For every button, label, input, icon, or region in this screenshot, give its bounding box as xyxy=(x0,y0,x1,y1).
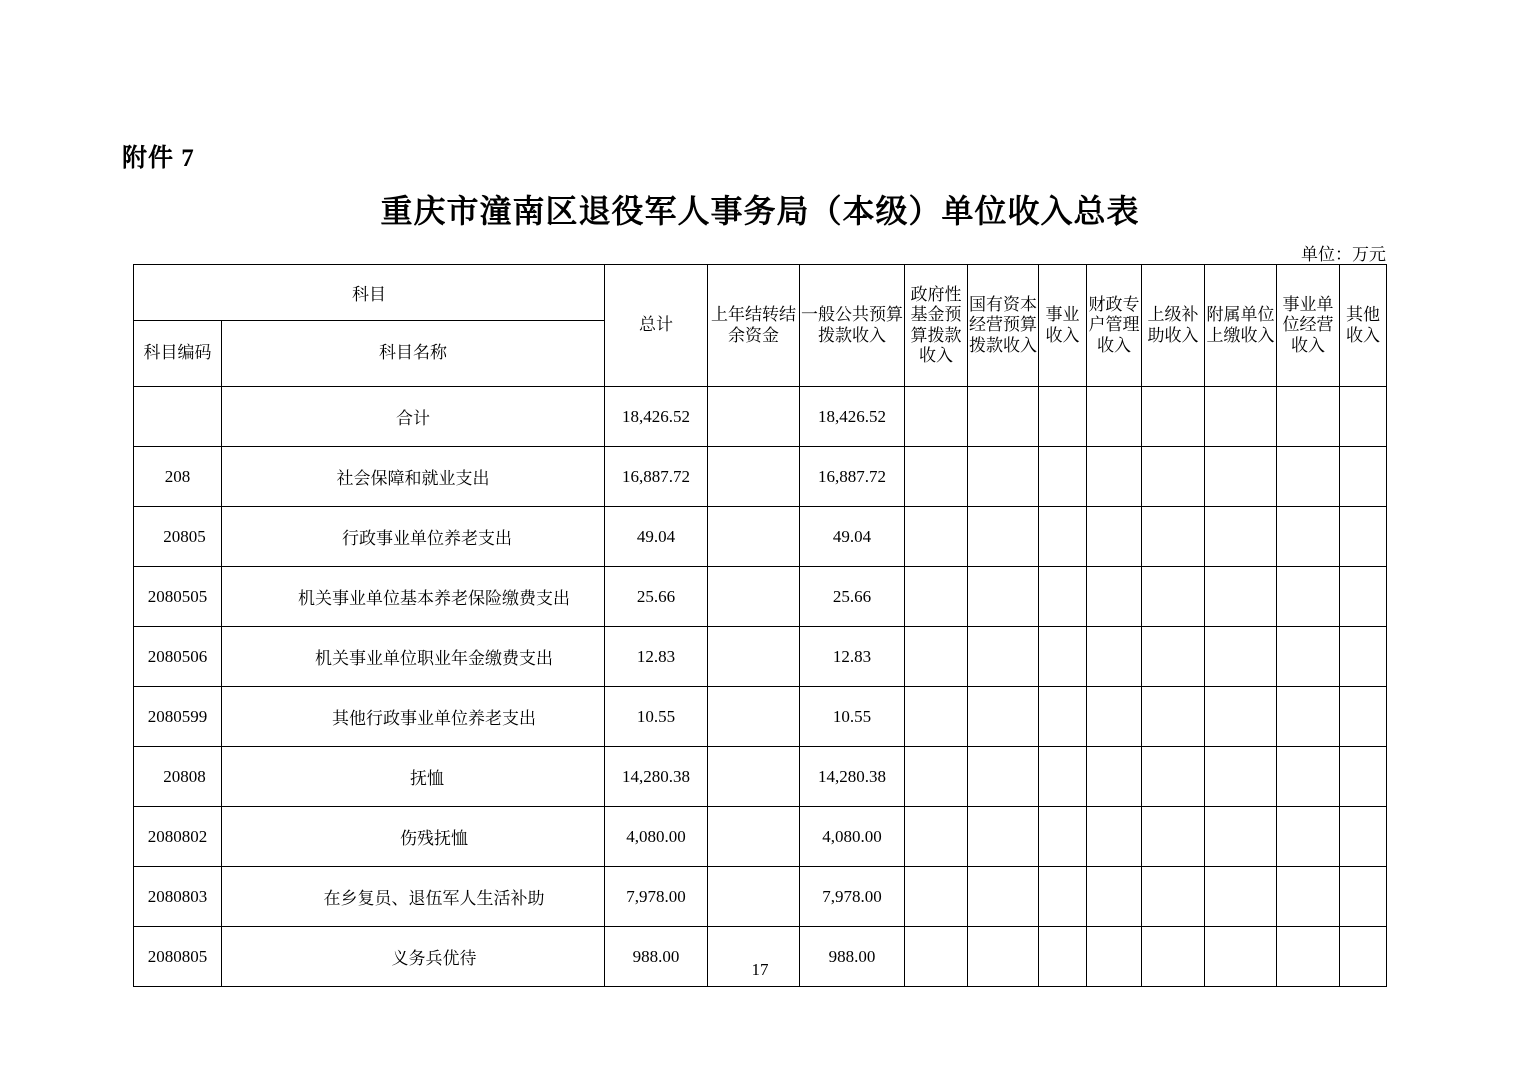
budget-table-container xyxy=(133,264,1386,987)
cell-subject-code: 20805 xyxy=(134,507,222,567)
cell-superior-subsidy xyxy=(1142,507,1205,567)
cell-soe-capital xyxy=(968,807,1039,867)
cell-public-budget: 12.83 xyxy=(800,627,905,687)
cell-public-budget: 7,978.00 xyxy=(800,867,905,927)
cell-subject-name: 伤残抚恤 xyxy=(222,807,605,867)
cell-gov-fund xyxy=(905,567,968,627)
cell-subject-code: 2080803 xyxy=(134,867,222,927)
cell-affiliate-turnin xyxy=(1205,867,1277,927)
header-subject-group: 科目 xyxy=(134,265,605,321)
cell-affiliate-turnin xyxy=(1205,387,1277,447)
cell-total: 12.83 xyxy=(605,627,708,687)
cell-fiscal-account xyxy=(1087,507,1142,567)
cell-subject-code xyxy=(134,387,222,447)
cell-subject-name: 机关事业单位职业年金缴费支出 xyxy=(222,627,605,687)
cell-career-income xyxy=(1039,567,1087,627)
cell-soe-capital xyxy=(968,387,1039,447)
cell-career-income xyxy=(1039,507,1087,567)
header-carryover: 上年结转结余资金 xyxy=(708,265,800,387)
cell-other-income xyxy=(1340,687,1387,747)
cell-fiscal-account xyxy=(1087,747,1142,807)
cell-gov-fund xyxy=(905,807,968,867)
table-row xyxy=(134,387,1387,447)
cell-subject-name: 行政事业单位养老支出 xyxy=(222,507,605,567)
cell-carryover xyxy=(708,627,800,687)
cell-career-operating xyxy=(1277,387,1340,447)
cell-gov-fund xyxy=(905,627,968,687)
unit-note: 单位：万元 xyxy=(1301,245,1386,264)
cell-public-budget: 18,426.52 xyxy=(800,387,905,447)
cell-total: 49.04 xyxy=(605,507,708,567)
cell-gov-fund xyxy=(905,387,968,447)
cell-career-operating xyxy=(1277,627,1340,687)
cell-career-income xyxy=(1039,627,1087,687)
cell-subject-code: 2080599 xyxy=(134,687,222,747)
cell-superior-subsidy xyxy=(1142,867,1205,927)
cell-carryover xyxy=(708,387,800,447)
cell-subject-name: 合计 xyxy=(222,387,605,447)
cell-subject-code: 2080802 xyxy=(134,807,222,867)
cell-total: 7,978.00 xyxy=(605,867,708,927)
cell-total: 16,887.72 xyxy=(605,447,708,507)
cell-fiscal-account xyxy=(1087,807,1142,867)
cell-carryover xyxy=(708,687,800,747)
cell-fiscal-account xyxy=(1087,567,1142,627)
cell-fiscal-account xyxy=(1087,447,1142,507)
cell-public-budget: 49.04 xyxy=(800,507,905,567)
cell-career-income xyxy=(1039,747,1087,807)
table-row xyxy=(134,807,1387,867)
cell-gov-fund xyxy=(905,747,968,807)
cell-public-budget: 4,080.00 xyxy=(800,807,905,867)
page-number: 17 xyxy=(751,960,769,979)
cell-superior-subsidy xyxy=(1142,387,1205,447)
cell-other-income xyxy=(1340,447,1387,507)
cell-other-income xyxy=(1340,567,1387,627)
cell-public-budget: 16,887.72 xyxy=(800,447,905,507)
cell-soe-capital xyxy=(968,567,1039,627)
header-total: 总计 xyxy=(605,265,708,387)
cell-carryover xyxy=(708,447,800,507)
cell-affiliate-turnin xyxy=(1205,447,1277,507)
header-subject-code: 科目编码 xyxy=(134,321,222,387)
cell-career-operating xyxy=(1277,747,1340,807)
cell-superior-subsidy xyxy=(1142,747,1205,807)
cell-soe-capital xyxy=(968,867,1039,927)
cell-gov-fund xyxy=(905,687,968,747)
cell-soe-capital xyxy=(968,447,1039,507)
header-career-income: 事业收入 xyxy=(1039,265,1087,387)
header-affiliate-turnin: 附属单位上缴收入 xyxy=(1205,265,1277,387)
cell-affiliate-turnin xyxy=(1205,567,1277,627)
cell-other-income xyxy=(1340,747,1387,807)
cell-subject-name: 其他行政事业单位养老支出 xyxy=(222,687,605,747)
cell-carryover xyxy=(708,507,800,567)
cell-subject-code: 208 xyxy=(134,447,222,507)
cell-superior-subsidy xyxy=(1142,687,1205,747)
cell-career-operating xyxy=(1277,447,1340,507)
cell-subject-name: 社会保障和就业支出 xyxy=(222,447,605,507)
cell-career-income xyxy=(1039,447,1087,507)
table-row xyxy=(134,687,1387,747)
table-header-row-1 xyxy=(134,265,1387,321)
cell-career-operating xyxy=(1277,807,1340,867)
cell-career-operating xyxy=(1277,867,1340,927)
header-subject-name: 科目名称 xyxy=(222,321,605,387)
cell-total: 4,080.00 xyxy=(605,807,708,867)
cell-soe-capital xyxy=(968,507,1039,567)
page-title: 重庆市潼南区退役军人事务局（本级）单位收入总表 xyxy=(380,193,1140,229)
cell-carryover xyxy=(708,567,800,627)
cell-affiliate-turnin xyxy=(1205,807,1277,867)
cell-affiliate-turnin xyxy=(1205,687,1277,747)
cell-superior-subsidy xyxy=(1142,567,1205,627)
cell-other-income xyxy=(1340,807,1387,867)
cell-public-budget: 25.66 xyxy=(800,567,905,627)
cell-gov-fund xyxy=(905,507,968,567)
cell-soe-capital xyxy=(968,747,1039,807)
cell-subject-name: 机关事业单位基本养老保险缴费支出 xyxy=(222,567,605,627)
cell-fiscal-account xyxy=(1087,387,1142,447)
cell-fiscal-account xyxy=(1087,627,1142,687)
budget-table xyxy=(133,264,1387,987)
cell-affiliate-turnin xyxy=(1205,747,1277,807)
cell-career-operating xyxy=(1277,567,1340,627)
cell-subject-code: 2080506 xyxy=(134,627,222,687)
cell-other-income xyxy=(1340,387,1387,447)
cell-career-operating xyxy=(1277,687,1340,747)
cell-total: 10.55 xyxy=(605,687,708,747)
table-row xyxy=(134,447,1387,507)
cell-career-income xyxy=(1039,387,1087,447)
cell-fiscal-account xyxy=(1087,867,1142,927)
cell-public-budget: 988.00 xyxy=(800,927,905,987)
cell-affiliate-turnin xyxy=(1205,507,1277,567)
cell-total: 18,426.52 xyxy=(605,387,708,447)
cell-public-budget: 14,280.38 xyxy=(800,747,905,807)
cell-total: 988.00 xyxy=(605,927,708,987)
table-row xyxy=(134,867,1387,927)
cell-carryover xyxy=(708,867,800,927)
cell-subject-code: 2080805 xyxy=(134,927,222,987)
cell-gov-fund xyxy=(905,447,968,507)
cell-subject-code: 20808 xyxy=(134,747,222,807)
attachment-label: 附件 7 xyxy=(122,145,195,172)
cell-total: 14,280.38 xyxy=(605,747,708,807)
table-row xyxy=(134,507,1387,567)
cell-career-income xyxy=(1039,687,1087,747)
cell-career-income xyxy=(1039,807,1087,867)
header-superior-subsidy: 上级补助收入 xyxy=(1142,265,1205,387)
cell-subject-code: 2080505 xyxy=(134,567,222,627)
cell-soe-capital xyxy=(968,687,1039,747)
header-soe-capital: 国有资本经营预算拨款收入 xyxy=(968,265,1039,387)
header-public-budget: 一般公共预算拨款收入 xyxy=(800,265,905,387)
header-other-income: 其他收入 xyxy=(1340,265,1387,387)
cell-fiscal-account xyxy=(1087,687,1142,747)
cell-superior-subsidy xyxy=(1142,627,1205,687)
cell-soe-capital xyxy=(968,627,1039,687)
table-row xyxy=(134,567,1387,627)
cell-career-income xyxy=(1039,867,1087,927)
cell-subject-name: 在乡复员、退伍军人生活补助 xyxy=(222,867,605,927)
cell-superior-subsidy xyxy=(1142,807,1205,867)
header-fiscal-account: 财政专户管理收入 xyxy=(1087,265,1142,387)
cell-affiliate-turnin xyxy=(1205,627,1277,687)
cell-other-income xyxy=(1340,627,1387,687)
cell-other-income xyxy=(1340,507,1387,567)
cell-carryover xyxy=(708,747,800,807)
cell-subject-name: 义务兵优待 xyxy=(222,927,605,987)
cell-total: 25.66 xyxy=(605,567,708,627)
cell-other-income xyxy=(1340,867,1387,927)
cell-subject-name: 抚恤 xyxy=(222,747,605,807)
header-gov-fund: 政府性基金预算拨款收入 xyxy=(905,265,968,387)
table-row xyxy=(134,747,1387,807)
table-body xyxy=(134,387,1387,987)
cell-carryover xyxy=(708,807,800,867)
cell-gov-fund xyxy=(905,867,968,927)
cell-public-budget: 10.55 xyxy=(800,687,905,747)
cell-superior-subsidy xyxy=(1142,447,1205,507)
cell-career-operating xyxy=(1277,507,1340,567)
header-career-operating: 事业单位经营收入 xyxy=(1277,265,1340,387)
table-row xyxy=(134,627,1387,687)
